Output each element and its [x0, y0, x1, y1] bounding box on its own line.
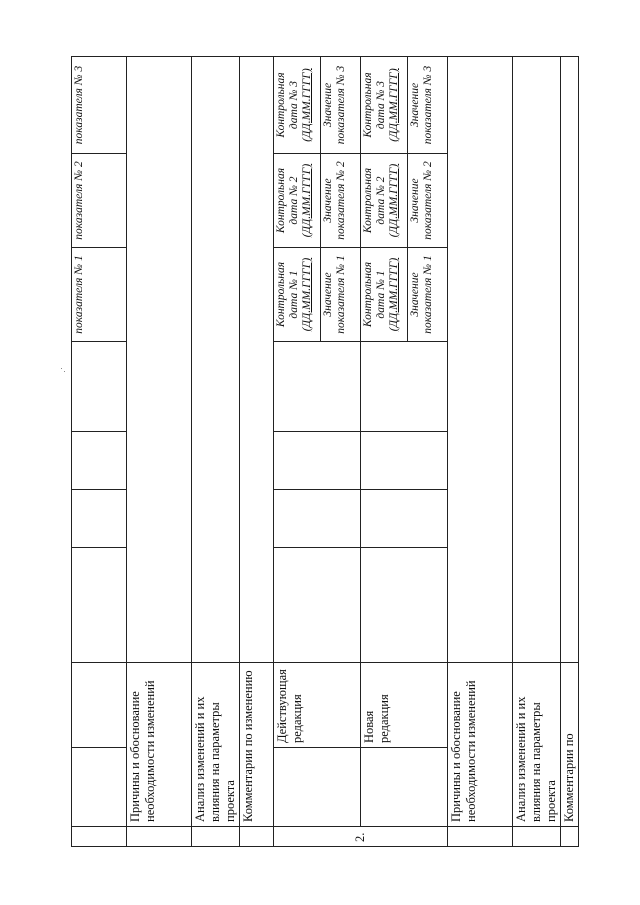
header-indicator-1: показателя № 1	[72, 248, 127, 342]
row2-reasons-label: Причины и обоснование необходимости изменений	[448, 663, 513, 827]
row2-reasons-value[interactable]	[448, 57, 513, 663]
scan-speck	[61, 368, 62, 369]
row2-analysis-label: Анализ изменений и их влияния на параметры проекта	[513, 663, 561, 827]
row1-num	[127, 827, 192, 847]
row2-number: 2.	[274, 827, 448, 847]
row2-current-label: Действующая редакция	[274, 663, 361, 748]
new-date-2: Контрольная дата № 2 (ДД.ММ.ГГГГ)	[361, 154, 408, 248]
new-cell-a[interactable]	[361, 548, 448, 663]
new-value-2: Значение показателя № 2	[408, 154, 448, 248]
header-blank-c	[72, 432, 127, 490]
header-blank-num	[72, 827, 127, 847]
current-date-2: Контрольная дата № 2 (ДД.ММ.ГГГГ)	[274, 154, 321, 248]
row1-comments-value[interactable]	[240, 57, 274, 663]
current-cell-c[interactable]	[274, 432, 361, 490]
row1-reasons-label: Причины и обоснование необходимости изменений	[127, 663, 192, 827]
row2-analysis-value[interactable]	[513, 57, 561, 663]
change-table	[71, 56, 579, 847]
row2-new-label: Новая редакция	[361, 663, 448, 748]
row1-num-3	[240, 827, 274, 847]
row2-comments-value[interactable]	[561, 57, 579, 663]
header-blank-b	[72, 490, 127, 548]
new-value-1: Значение показателя № 1	[408, 248, 448, 342]
row1-analysis-value[interactable]	[192, 57, 240, 663]
header-blank-label	[72, 748, 127, 827]
row1-comments-label: Комментарии по изменению	[240, 663, 274, 827]
new-date-3: Контрольная дата № 3 (ДД.ММ.ГГГГ)	[361, 57, 408, 154]
header-blank-sub	[72, 663, 127, 748]
row1-analysis-label: Анализ изменений и их влияния на параметры проекта	[192, 663, 240, 827]
current-value-2: Значение показателя № 2	[321, 154, 361, 248]
new-cell-d[interactable]	[361, 342, 448, 432]
header-indicator-3: показателя № 3	[72, 57, 127, 154]
row2-num-4	[561, 827, 579, 847]
scan-speck	[64, 371, 65, 372]
new-cell-b[interactable]	[361, 490, 448, 548]
current-value-1: Значение показателя № 1	[321, 248, 361, 342]
current-cell-d[interactable]	[274, 342, 361, 432]
new-date-1: Контрольная дата № 1 (ДД.ММ.ГГГГ)	[361, 248, 408, 342]
row2-comments-label: Комментарии по	[561, 663, 579, 827]
header-blank-d	[72, 342, 127, 432]
header-blank-a	[72, 548, 127, 663]
current-date-1: Контрольная дата № 1 (ДД.ММ.ГГГГ)	[274, 248, 321, 342]
row2-blank-left-2	[361, 748, 448, 827]
current-value-3: Значение показателя № 3	[321, 57, 361, 154]
current-date-3: Контрольная дата № 3 (ДД.ММ.ГГГГ)	[274, 57, 321, 154]
new-value-3: Значение показателя № 3	[408, 57, 448, 154]
row2-num-3	[513, 827, 561, 847]
row1-num-2	[192, 827, 240, 847]
row2-blank-left	[274, 748, 361, 827]
current-cell-a[interactable]	[274, 548, 361, 663]
row2-num-2	[448, 827, 513, 847]
rotated-table-wrapper	[71, 57, 575, 847]
new-cell-c[interactable]	[361, 432, 448, 490]
current-cell-b[interactable]	[274, 490, 361, 548]
header-indicator-2: показателя № 2	[72, 154, 127, 248]
row1-reasons-value[interactable]	[127, 57, 192, 663]
